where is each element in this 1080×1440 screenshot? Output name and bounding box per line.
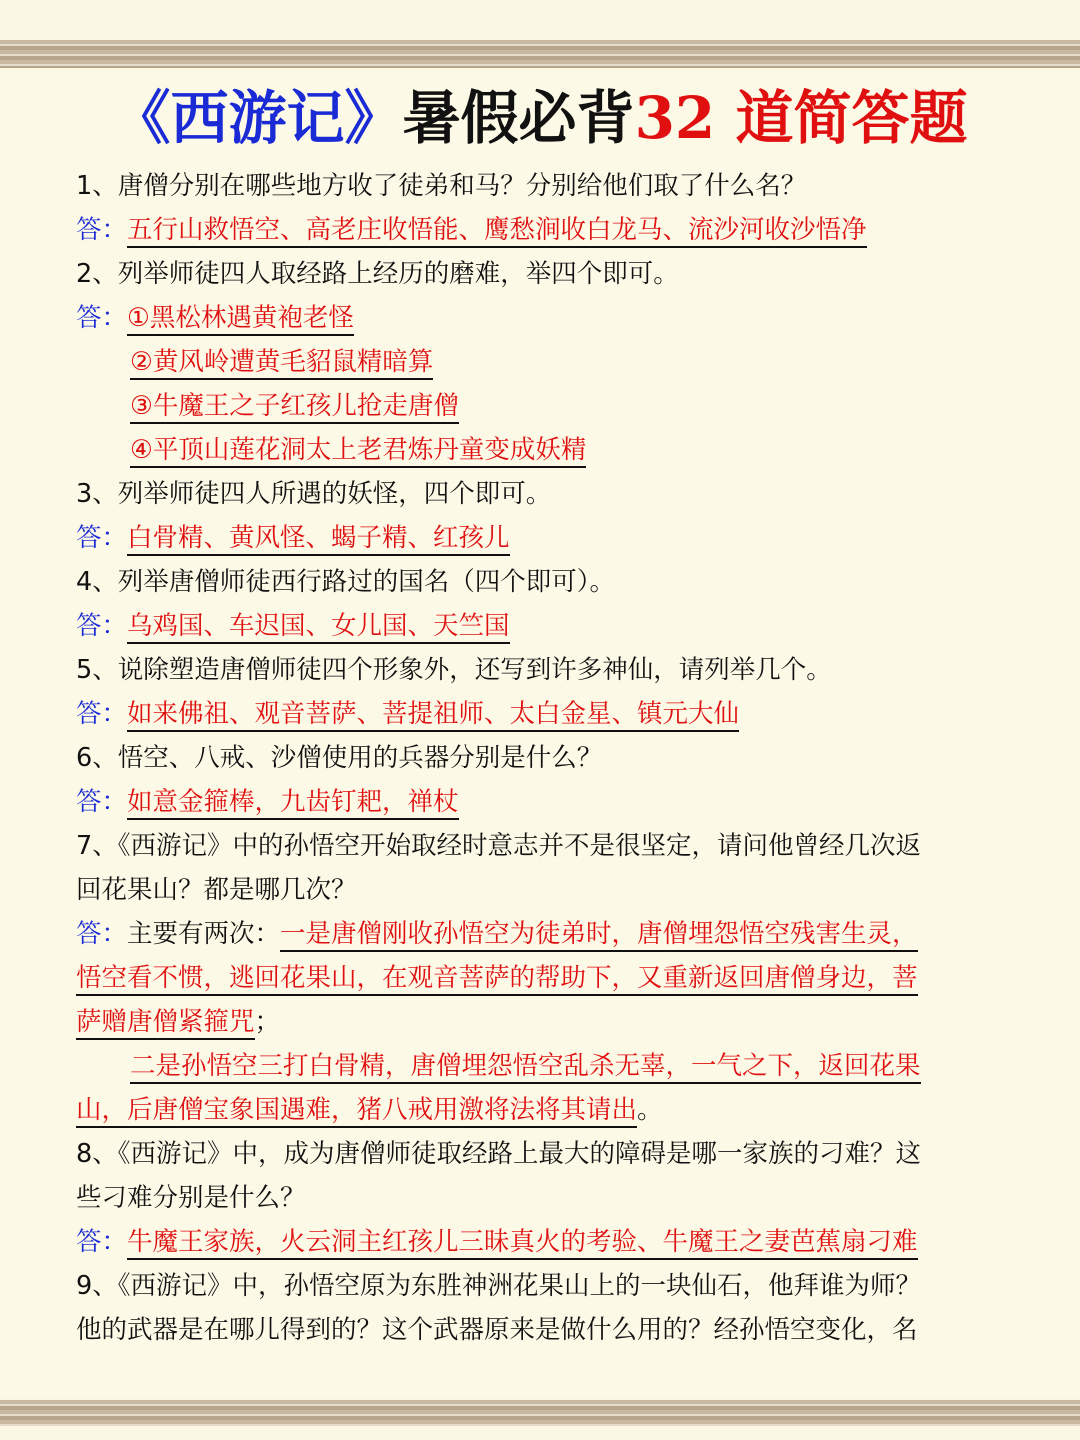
answer-6-text: 如意金箍棒，九齿钉耙，禅杖 bbox=[127, 787, 459, 820]
answer-7-text-4: 二是孙悟空三打白骨精，唐僧埋怨悟空乱杀无辜，一气之下，返回花果 bbox=[130, 1051, 921, 1084]
answer-1-text: 五行山救悟空、高老庄收悟能、鹰愁涧收白龙马、流沙河收沙悟净 bbox=[127, 215, 867, 248]
answer-2-text-4: ④平顶山莲花洞太上老君炼丹童变成妖精 bbox=[130, 435, 586, 468]
answer-label: 答： bbox=[76, 523, 128, 553]
answer-5-text: 如来佛祖、观音菩萨、菩提祖师、太白金星、镇元大仙 bbox=[127, 699, 739, 732]
top-frame-border bbox=[0, 40, 1080, 68]
question-7-line-2: 回花果山？都是哪几次？ bbox=[76, 875, 357, 905]
answer-3-text: 白骨精、黄风怪、蝎子精、红孩儿 bbox=[127, 523, 510, 556]
answer-4-text: 乌鸡国、车迟国、女儿国、天竺国 bbox=[127, 611, 510, 644]
answer-7-line-3 bbox=[76, 1000, 1010, 1044]
title-count: 32 道简答题 bbox=[634, 84, 968, 152]
answer-7-line-5 bbox=[76, 1088, 1010, 1132]
answer-7-text-1: 一是唐僧刚收孙悟空为徒弟时，唐僧埋怨悟空残害生灵， bbox=[280, 919, 918, 952]
title-summer: 暑假必背 bbox=[402, 84, 635, 152]
qa-list bbox=[76, 164, 1010, 1352]
question-5: 5、说除塑造唐僧师徒四个形象外，还写到许多神仙，请列举几个。 bbox=[76, 655, 832, 685]
answer-7-semicolon: ； bbox=[254, 1007, 281, 1037]
answer-7-text-3: 萨赠唐僧紧箍咒 bbox=[76, 1007, 255, 1040]
answer-3 bbox=[76, 516, 1010, 560]
answer-2-text-3: ③牛魔王之子红孩儿抢走唐僧 bbox=[130, 391, 459, 424]
answer-7-line-2 bbox=[76, 956, 1010, 1000]
answer-label: 答： bbox=[76, 699, 128, 729]
answer-8 bbox=[76, 1220, 1010, 1264]
answer-4 bbox=[76, 604, 1010, 648]
page-title bbox=[0, 82, 1080, 154]
answer-1 bbox=[76, 208, 1010, 252]
answer-7-text-2: 悟空看不惯，逃回花果山，在观音菩萨的帮助下，又重新返回唐僧身边，菩 bbox=[76, 963, 918, 996]
question-8-line-1: 8、《西游记》中，成为唐僧师徒取经路上最大的障碍是哪一家族的刁难？这 bbox=[76, 1139, 921, 1169]
bottom-frame-border bbox=[0, 1400, 1080, 1426]
answer-label: 答： bbox=[76, 611, 128, 641]
answer-2-text-2: ②黄风岭遭黄毛貂鼠精暗算 bbox=[130, 347, 433, 380]
answer-label: 答： bbox=[76, 787, 128, 817]
answer-7-period: 。 bbox=[637, 1095, 663, 1125]
answer-7-text-5: 山，后唐僧宝象国遇难，猪八戒用激将法将其请出 bbox=[76, 1095, 637, 1128]
answer-8-text: 牛魔王家族，火云洞主红孩儿三昧真火的考验、牛魔王之妻芭蕉扇刁难 bbox=[127, 1227, 918, 1260]
question-9-line-1: 9、《西游记》中，孙悟空原为东胜神洲花果山上的一块仙石，他拜谁为师？ bbox=[76, 1271, 921, 1301]
answer-label: 答： bbox=[76, 919, 128, 949]
question-6: 6、悟空、八戒、沙僧使用的兵器分别是什么？ bbox=[76, 743, 603, 773]
question-3: 3、列举师徒四人所遇的妖怪，四个即可。 bbox=[76, 479, 552, 509]
answer-2-item-1 bbox=[76, 296, 1010, 340]
answer-7-line-1 bbox=[76, 912, 1010, 956]
answer-5 bbox=[76, 692, 1010, 736]
question-8-line-2: 些刁难分别是什么？ bbox=[76, 1183, 306, 1213]
answer-2-text-1: ①黑松林遇黄袍老怪 bbox=[127, 303, 354, 336]
question-1: 1、唐僧分别在哪些地方收了徒弟和马？分别给他们取了什么名？ bbox=[76, 171, 807, 201]
answer-6 bbox=[76, 780, 1010, 824]
answer-2-item-3 bbox=[76, 384, 1010, 428]
answer-2-item-2 bbox=[76, 340, 1010, 384]
question-4: 4、列举唐僧师徒西行路过的国名（四个即可）。 bbox=[76, 567, 615, 597]
question-7-line-1: 7、《西游记》中的孙悟空开始取经时意志并不是很坚定，请问他曾经几次返 bbox=[76, 831, 921, 861]
answer-label: 答： bbox=[76, 1227, 128, 1257]
question-9-line-2: 他的武器是在哪儿得到的？这个武器原来是做什么用的？经孙悟空变化，名 bbox=[76, 1315, 918, 1345]
answer-2-item-4 bbox=[76, 428, 1010, 472]
title-book-name: 《西游记》 bbox=[112, 84, 403, 152]
answer-7-intro: 主要有两次： bbox=[127, 919, 281, 949]
question-2: 2、列举师徒四人取经路上经历的磨难，举四个即可。 bbox=[76, 259, 679, 289]
answer-label: 答： bbox=[76, 215, 128, 245]
answer-7-line-4 bbox=[76, 1044, 1010, 1088]
answer-label: 答： bbox=[76, 303, 128, 333]
